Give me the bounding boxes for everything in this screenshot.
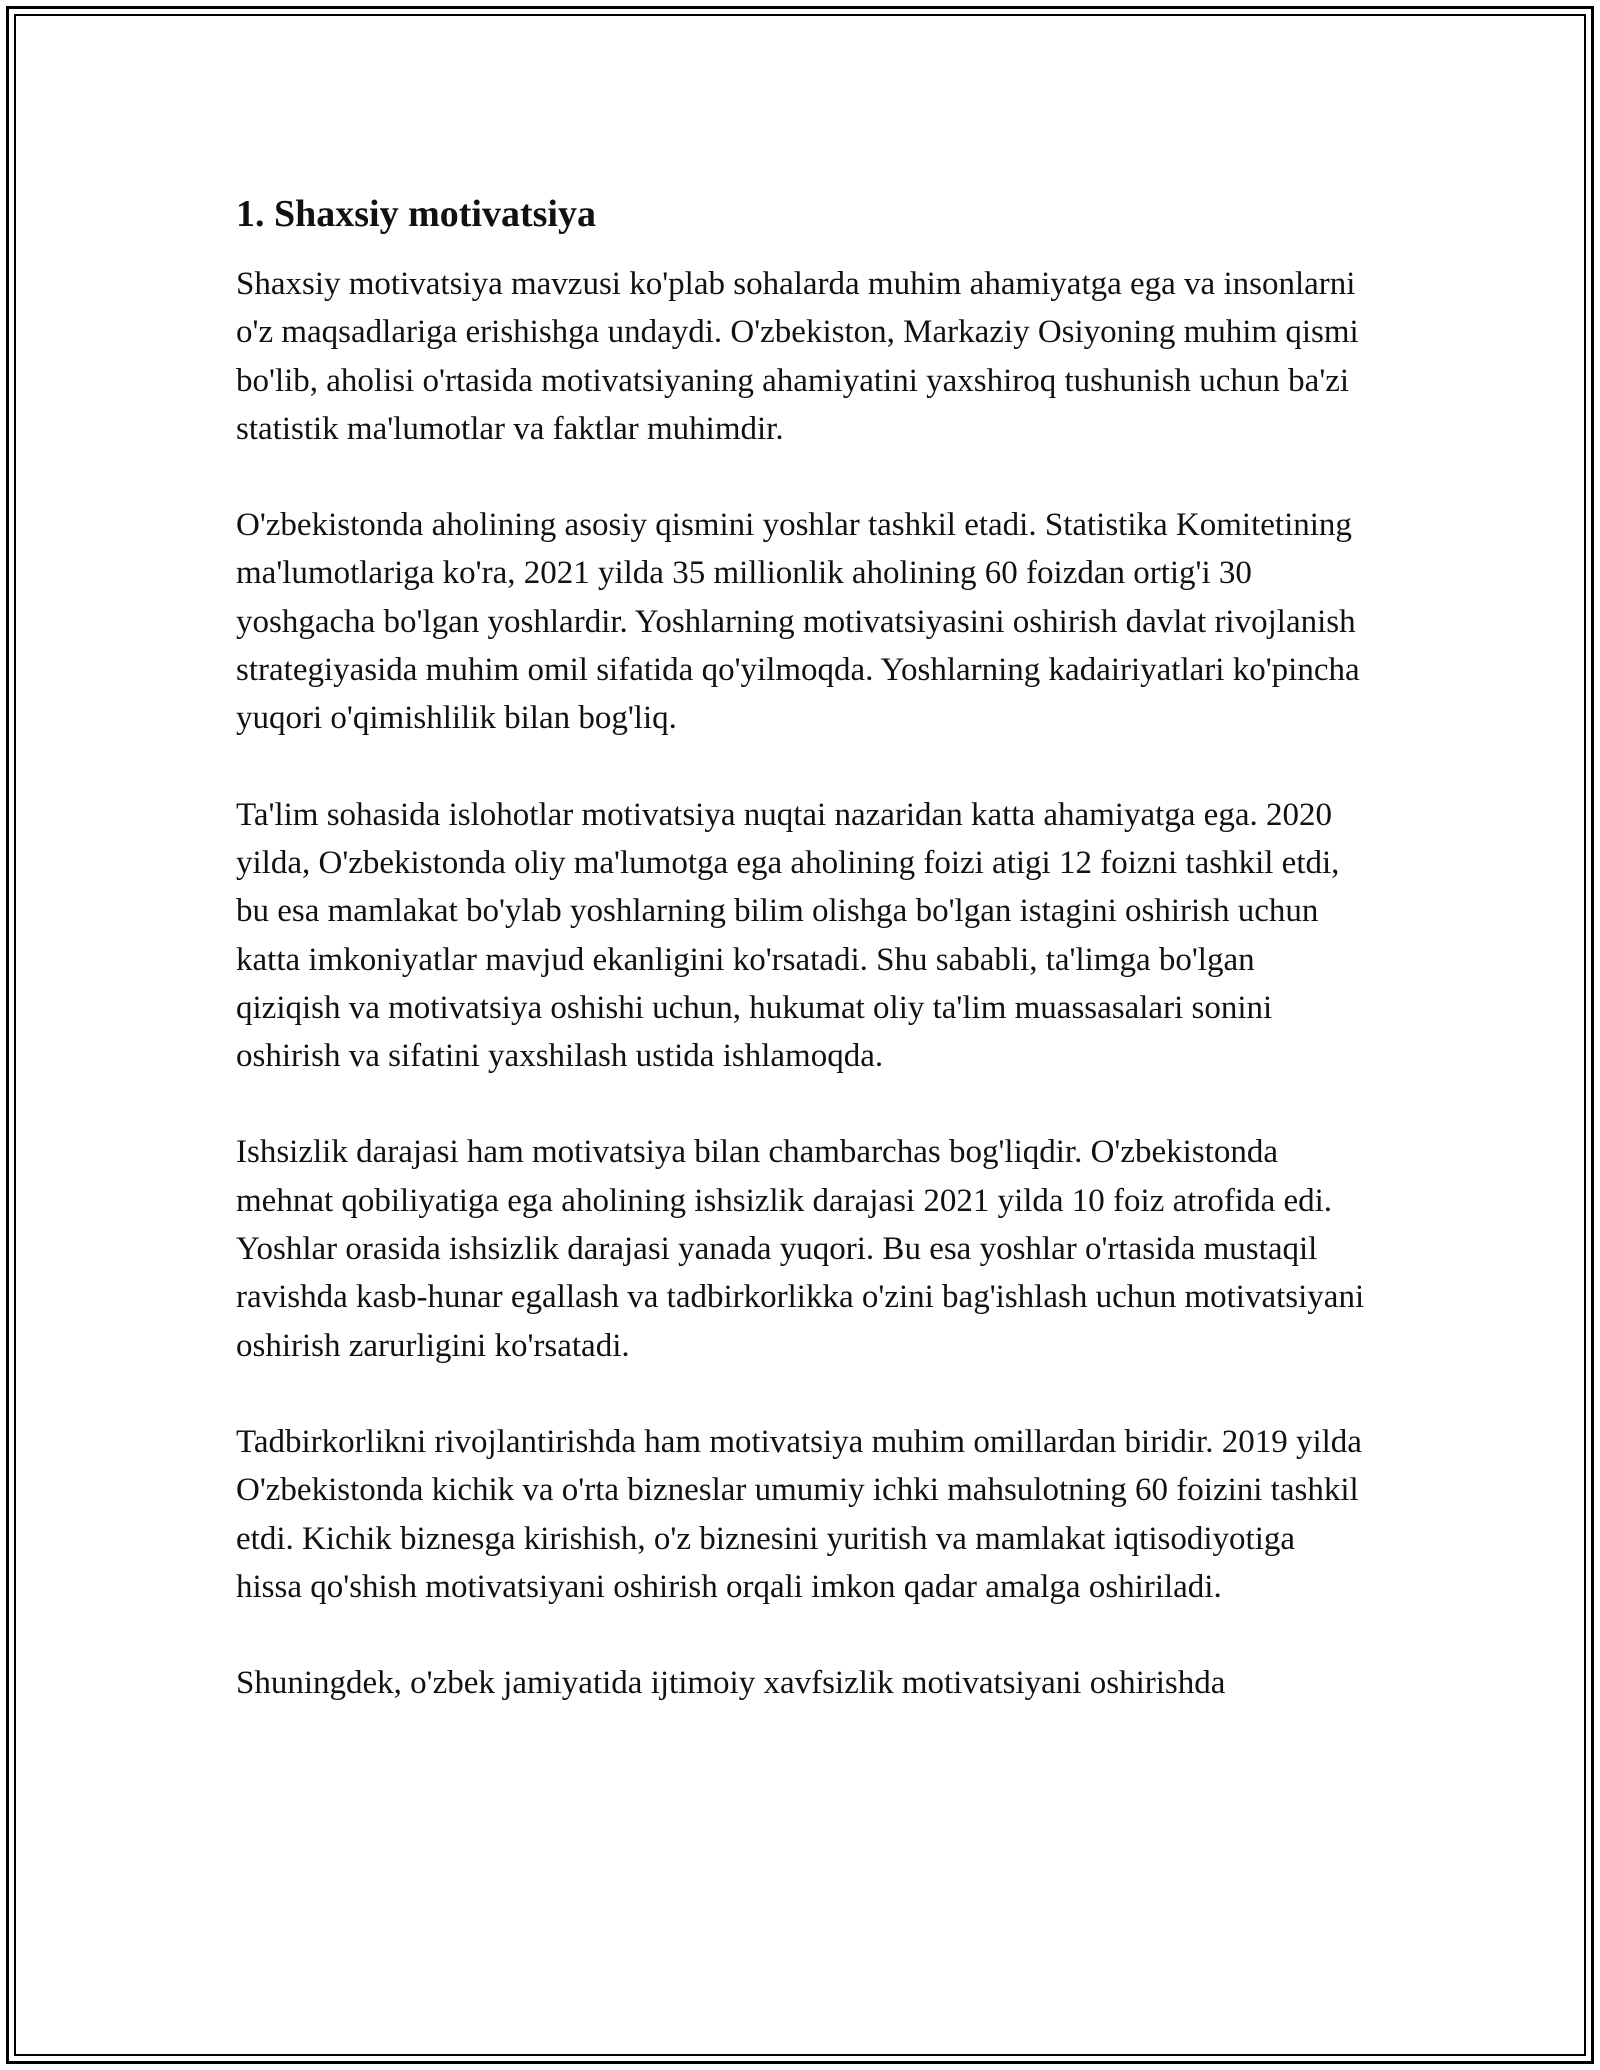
section-heading: 1. Shaxsiy motivatsiya — [236, 193, 596, 235]
paragraph-education: Ta'lim sohasida islohotlar motivatsiya nuqtai nazaridan katta ahamiyatga ega. 2020 yilda, O'zbekistonda oliy ma'lumotga ega aholining foizi atigi 12 foizni tashkil etdi, bu esa mamlakat bo'ylab yoshlarning bilim olishga bo'lgan istagini oshirish uchun katta imkoniyatlar mavjud ekanligini ko'rsatadi. Shu sababli, ta'limga bo'lgan qiziqish va motivatsiya oshishi uchun, hukumat oliy ta'lim muassasalari sonini oshirish va sifatini yaxshilash ustida ishlamoqda. — [236, 796, 1340, 1075]
paragraph-intro: Shaxsiy motivatsiya mavzusi ko'plab sohalarda muhim ahamiyatga ega va insonlarni o'z maqsadlariga erishishga undaydi. O'zbekiston, Markaziy Osiyoning muhim qismi bo'lib, aholisi o'rtasida motivatsiyaning ahamiyatini yaxshiroq tushunish uchun ba'zi statistik ma'lumotlar va faktlar muhimdir. — [236, 266, 1359, 447]
paragraph-entrepreneurship: Tadbirkorlikni rivojlantirishda ham motivatsiya muhim omillardan biridir. 2019 yilda O'zbekistonda kichik va o'rta bizneslar umumiy ichki mahsulotning 60 foizini tashkil etdi. Kichik biznesga kirishish, o'z biznesini yuritish va mamlakat iqtisodiyotiga hissa qo'shish motivatsiyani oshirish orqali imkon qadar amalga oshiriladi. — [236, 1423, 1362, 1605]
paragraph-youth: O'zbekistonda aholining asosiy qismini yoshlar tashkil etadi. Statistika Komitetining ma'lumotlariga ko'ra, 2021 yilda 35 millionlik aholining 60 foizdan ortig'i 30 yoshgacha bo'lgan yoshlardir. Yoshlarning motivatsiyasini oshirish davlat rivojlanish strategiyasida muhim omil sifatida qo'yilmoqda. Yoshlarning kadairiyatlari ko'pincha yuqori o'qimishlilik bilan bog'liq. — [236, 507, 1360, 737]
paragraph-unemployment: Ishsizlik darajasi ham motivatsiya bilan chambarchas bog'liqdir. O'zbekistonda mehnat qobiliyatiga ega aholining ishsizlik darajasi 2021 yilda 10 foiz atrofida edi. Yoshlar orasida ishsizlik darajasi yanada yuqori. Bu esa yoshlar o'rtasida mustaqil ravishda kasb-hunar egallash va tadbirkorlikka o'zini bag'ishlash uchun motivatsiyani oshirish zarurligini ko'rsatadi. — [236, 1134, 1365, 1364]
paragraph-social-security: Shuningdek, o'zbek jamiyatida ijtimoiy xavfsizlik motivatsiyani oshirishda — [236, 1665, 1226, 1702]
document-body — [236, 190, 1366, 1755]
